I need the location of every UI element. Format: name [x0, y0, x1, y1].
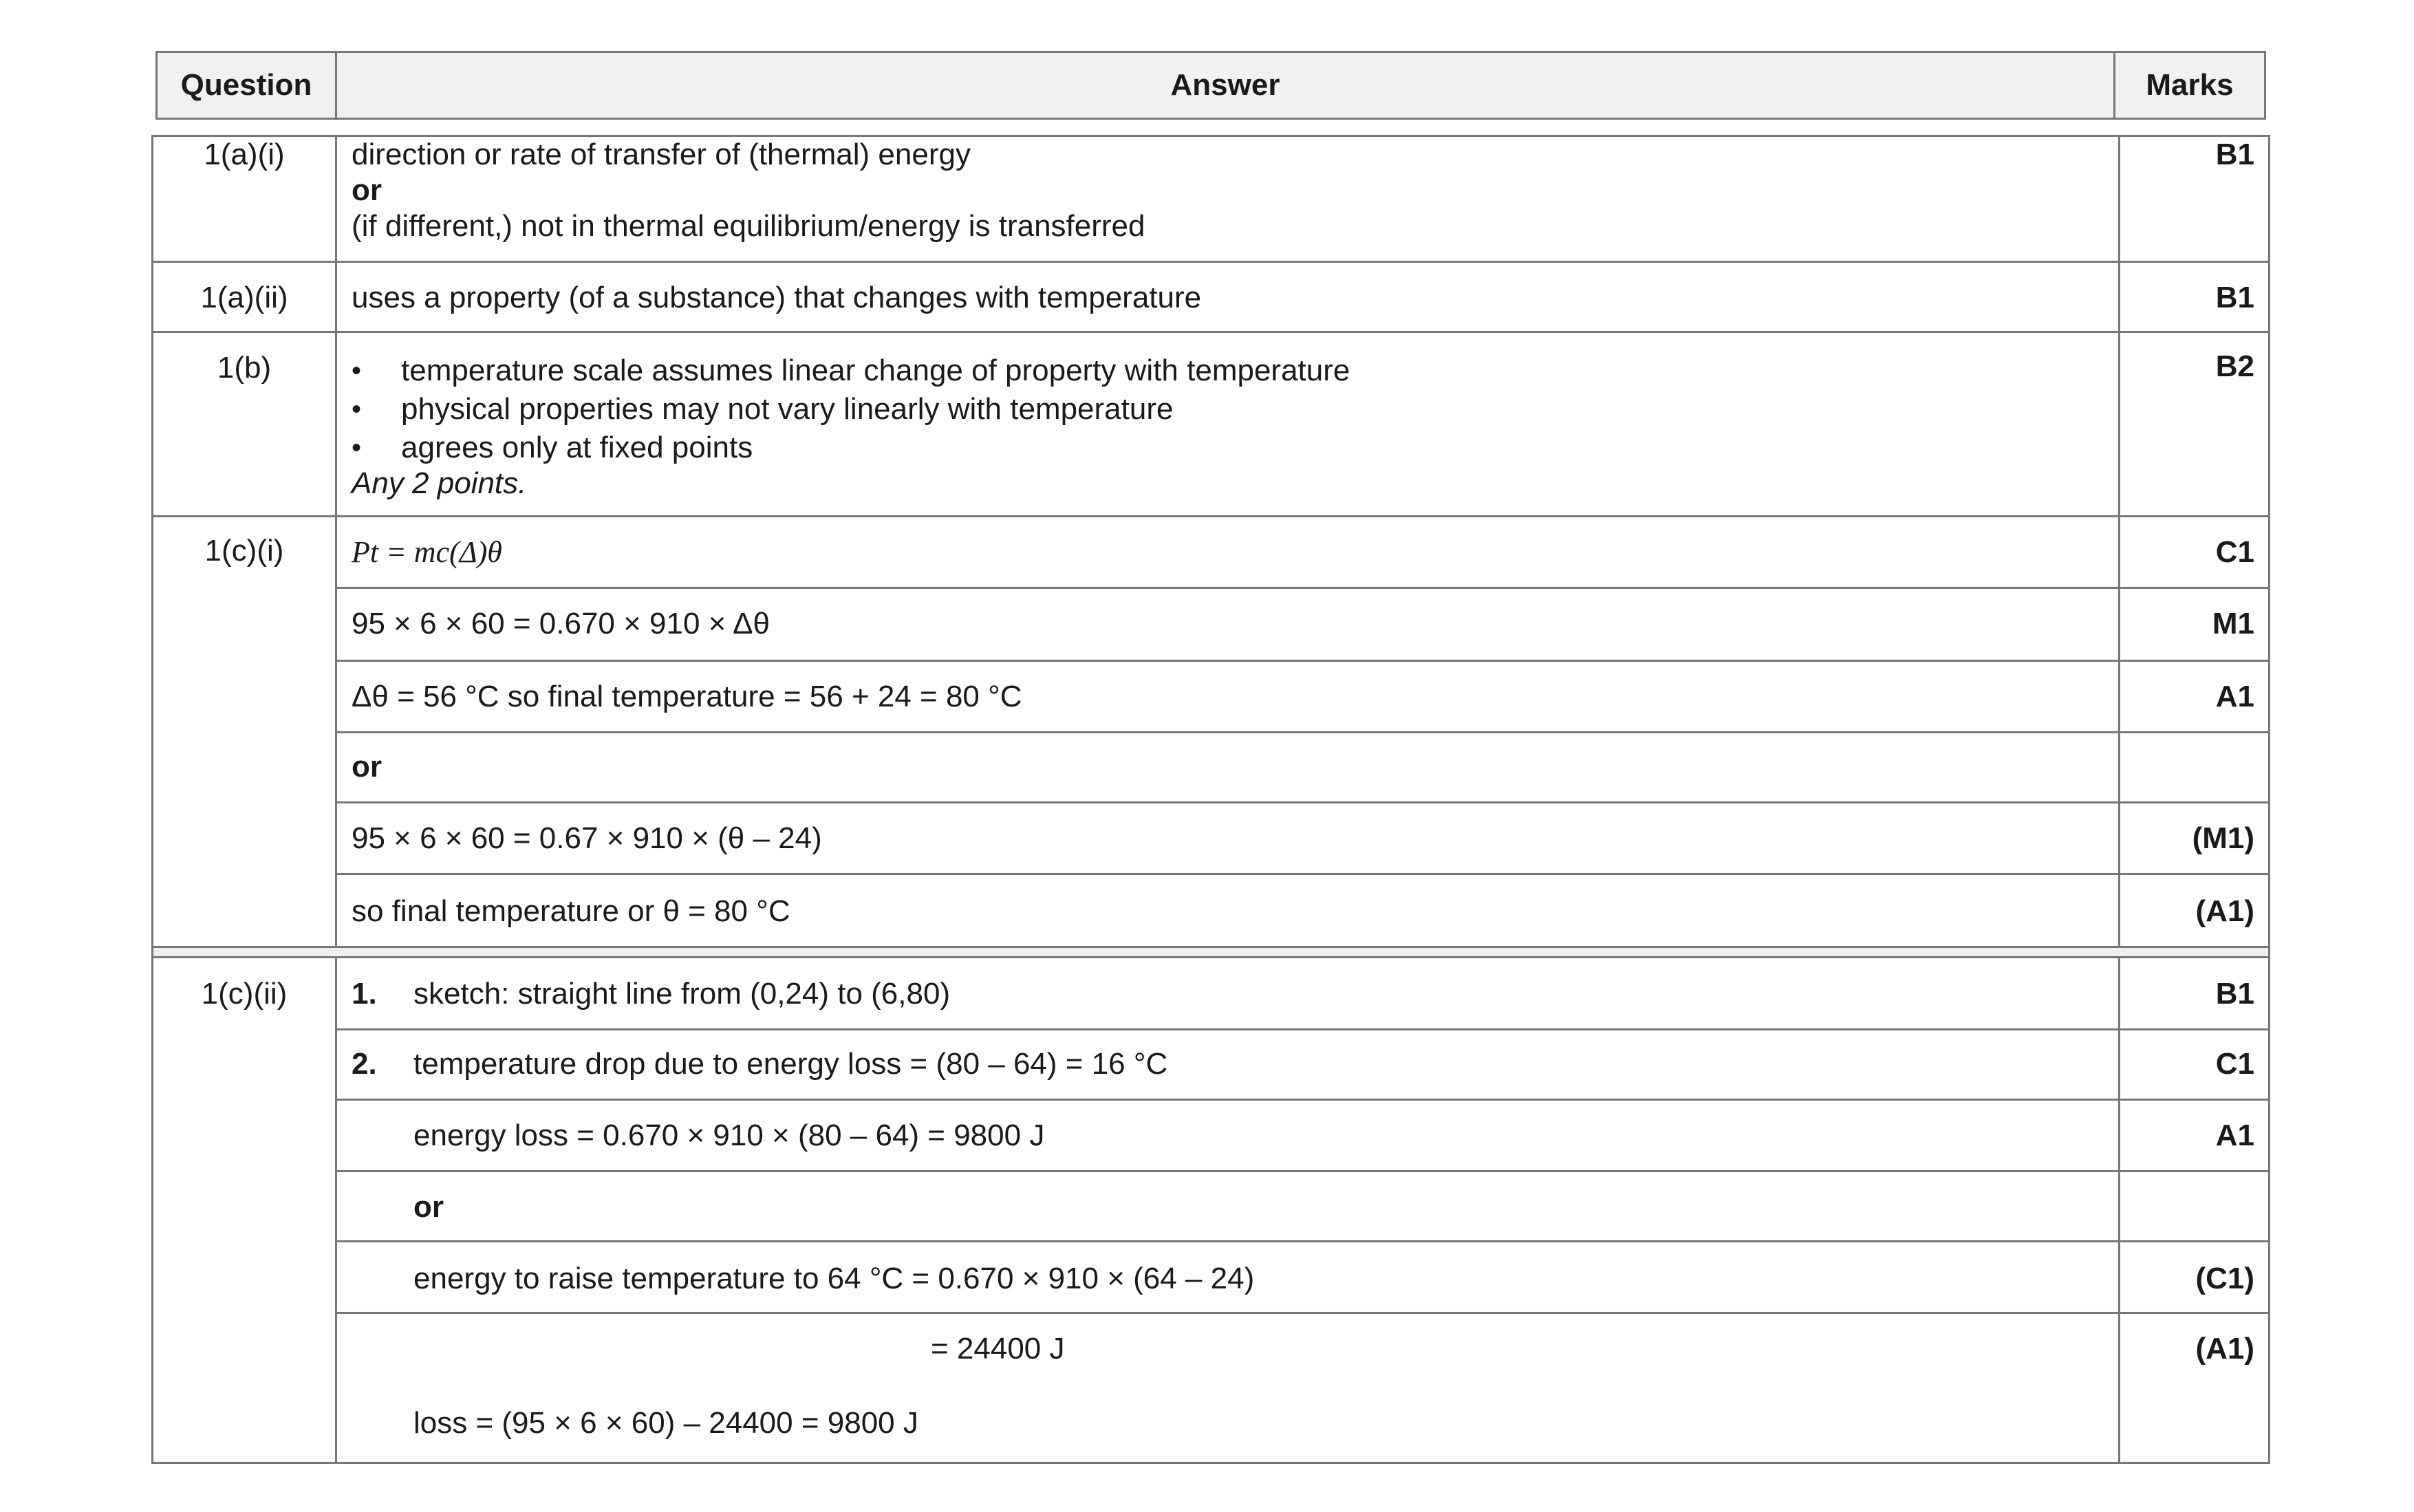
bullet-icon: •	[352, 433, 362, 463]
sub-row-divider	[335, 873, 2268, 875]
question-number: 1(a)(i)	[204, 138, 285, 171]
sub-row-divider	[335, 1028, 2268, 1030]
sub-row-divider	[335, 1170, 2268, 1172]
mark: (A1)	[2195, 1332, 2254, 1365]
answer-or: or	[413, 1190, 444, 1224]
mark: (M1)	[2192, 821, 2254, 855]
bullet-icon: •	[352, 394, 362, 424]
answer-text: = 24400 J	[931, 1332, 1065, 1365]
answer-note: Any 2 points.	[352, 466, 527, 500]
answer-text: Pt = mc(Δ)θ	[352, 535, 502, 569]
row-divider	[153, 946, 2268, 948]
answer-text: 95 × 6 × 60 = 0.67 × 910 × (θ – 24)	[352, 821, 822, 855]
answer-text: Δθ = 56 °C so final temperature = 56 + 24 = 80 °C	[352, 680, 1022, 713]
mark: B1	[2215, 281, 2254, 314]
mark: (A1)	[2195, 894, 2254, 928]
mark: (C1)	[2195, 1262, 2254, 1295]
sub-row-divider	[335, 1240, 2268, 1242]
row-divider	[153, 956, 2268, 958]
answer-text: loss = (95 × 6 × 60) – 24400 = 9800 J	[413, 1406, 918, 1440]
mark: A1	[2215, 1119, 2254, 1152]
header-question: Question	[180, 68, 312, 102]
column-divider	[2118, 137, 2120, 1462]
mark: B2	[2215, 349, 2254, 383]
sub-row-divider	[335, 801, 2268, 803]
sub-row-divider	[335, 731, 2268, 733]
step-number: 2.	[352, 1047, 377, 1081]
column-divider	[335, 137, 337, 1462]
answer-text: uses a property (of a substance) that changes with temperature	[352, 281, 1202, 314]
sub-row-divider	[335, 1099, 2268, 1101]
mark-scheme-table	[151, 135, 2270, 1464]
mark: M1	[2212, 607, 2254, 640]
answer-text: 95 × 6 × 60 = 0.670 × 910 × Δθ	[352, 607, 770, 640]
answer-text: energy to raise temperature to 64 °C = 0.670 × 910 × (64 – 24)	[413, 1262, 1255, 1295]
table-header	[155, 51, 2266, 120]
answer-text: temperature drop due to energy loss = (80 – 64) = 16 °C	[413, 1047, 1168, 1081]
mark: C1	[2215, 535, 2254, 569]
question-number: 1(b)	[217, 351, 272, 385]
answer-or: or	[352, 750, 382, 784]
bullet-icon: •	[352, 356, 362, 386]
sub-row-divider	[335, 660, 2268, 662]
mark: B1	[2215, 977, 2254, 1011]
answer-text: sketch: straight line from (0,24) to (6,80)	[413, 977, 951, 1011]
answer-or: or	[352, 173, 382, 207]
header-marks: Marks	[2146, 68, 2234, 102]
row-divider	[153, 515, 2268, 517]
answer-text: energy loss = 0.670 × 910 × (80 – 64) = 9800 J	[413, 1119, 1045, 1152]
answer-text: so final temperature or θ = 80 °C	[352, 894, 790, 928]
sub-row-divider	[335, 587, 2268, 589]
mark: B1	[2215, 138, 2254, 171]
answer-text: direction or rate of transfer of (thermal) energy	[352, 138, 971, 171]
sub-row-divider	[335, 1312, 2268, 1314]
mark: A1	[2215, 680, 2254, 713]
row-divider	[153, 331, 2268, 333]
row-divider	[153, 261, 2268, 263]
step-number: 1.	[352, 977, 377, 1011]
answer-bullet: temperature scale assumes linear change of property with temperature	[401, 354, 1350, 387]
question-number: 1(c)(ii)	[201, 977, 288, 1011]
answer-bullet: physical properties may not vary linearly with temperature	[401, 392, 1174, 426]
answer-bullet: agrees only at fixed points	[401, 431, 753, 464]
header-answer: Answer	[1170, 68, 1280, 102]
answer-text: (if different,) not in thermal equilibrium/energy is transferred	[352, 209, 1145, 243]
question-number: 1(c)(i)	[204, 534, 284, 568]
question-number: 1(a)(ii)	[200, 281, 288, 314]
mark: C1	[2215, 1047, 2254, 1081]
